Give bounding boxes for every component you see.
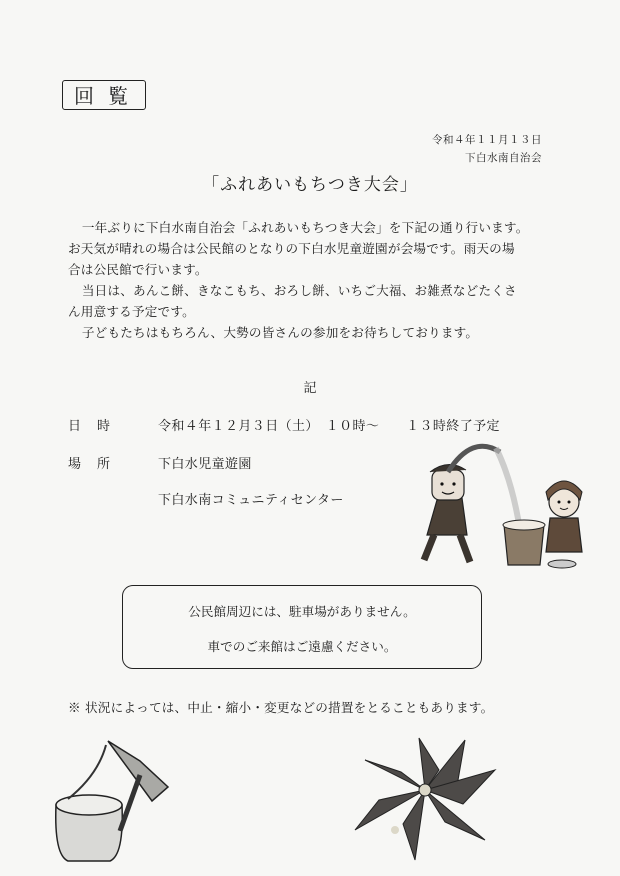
parking-notice-box <box>122 585 482 669</box>
poinsettia-icon <box>345 730 505 870</box>
circulation-label: 回覧 <box>62 80 146 110</box>
body-line-1: 一年ぶりに下白水南自治会「ふれあいもちつき大会」を下記の通り行います。 <box>81 220 529 235</box>
body-line-6: 子どもたちはもちろん、大勢の皆さんの参加をお待ちしております。 <box>81 325 479 340</box>
body-line-4: 当日は、あんこ餅、きなこもち、おろし餅、いちご大福、お雑煮などたくさ <box>81 283 517 298</box>
issue-date: 令和４年１１月１３日 <box>432 134 542 146</box>
datetime-value: 令和４年１２月３日（土） １０時～ １３時終了予定 <box>158 419 500 434</box>
body-line-5: ん用意する予定です。 <box>68 304 195 319</box>
place-value-2: 下白水南コミュニティセンター <box>158 493 344 508</box>
datetime-label: 日時 <box>68 419 127 434</box>
parking-notice-line-1: 公民館周辺には、駐車場がありません。 <box>188 604 416 619</box>
body-line-3: 合は公民館で行います。 <box>68 262 208 277</box>
organization-name: 下白水南自治会 <box>465 152 542 164</box>
footnote: ※ 状況によっては、中止・縮小・変更などの措置をとることもあります。 <box>68 700 494 715</box>
mortar-icon <box>48 735 178 865</box>
body-line-2: お天気が晴れの場合は公民館のとなりの下白水児童遊園が会場です。雨天の場 <box>68 241 515 256</box>
page-title: 「ふれあいもちつき大会」 <box>202 175 418 195</box>
parking-notice-line-2: 車でのご来館はご遠慮ください。 <box>207 639 397 654</box>
place-label: 場所 <box>68 457 127 472</box>
ki-heading: 記 <box>303 381 317 396</box>
place-value-1: 下白水児童遊園 <box>158 457 252 472</box>
mochi-pounding-icon <box>412 440 602 575</box>
